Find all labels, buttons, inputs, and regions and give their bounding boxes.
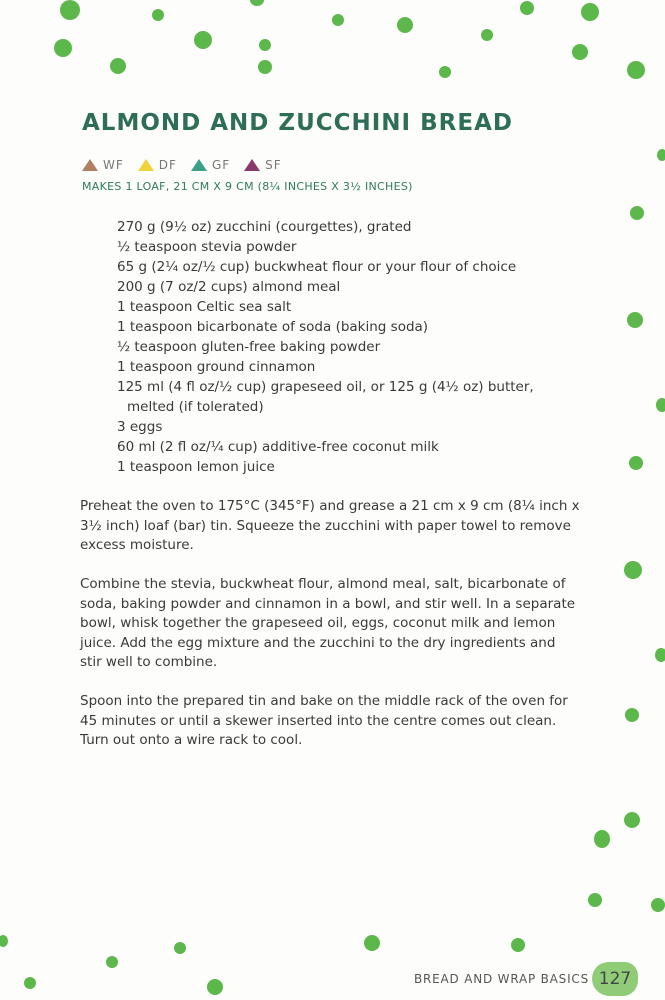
tag-label: SF	[265, 158, 282, 172]
ingredient: ½ teaspoon stevia powder	[117, 239, 297, 255]
triangle-icon	[191, 159, 207, 171]
dot	[572, 44, 588, 60]
tag-gf	[191, 158, 230, 172]
method-step: Combine the stevia, buckwheat flour, almond meal, salt, bicarbonate of soda, baking powder and cinnamon in a bowl, and stir well. In a separate bowl, whisk together the grapeseed oil, eggs, coconut milk and lemon juice. Add the egg mixture and the zucchini to the dry ingredients and stir well to combine.	[80, 576, 576, 670]
ingredient: 270 g (9½ oz) zucchini (courgettes), grated	[117, 219, 412, 235]
triangle-icon	[138, 159, 154, 171]
yield: MAKES 1 LOAF, 21 CM X 9 CM (8¼ INCHES X 3½ INCHES)	[82, 180, 413, 193]
dot	[259, 39, 271, 51]
dot	[656, 398, 665, 412]
ingredient: 65 g (2¼ oz/½ cup) buckwheat flour or your flour of choice	[117, 259, 517, 275]
dot	[332, 14, 344, 26]
tag-label: WF	[103, 158, 124, 172]
ingredient: 1 teaspoon Celtic sea salt	[117, 299, 292, 315]
dot	[520, 1, 534, 15]
dot	[106, 956, 118, 968]
dot	[439, 66, 451, 78]
dot	[581, 3, 599, 21]
dot	[152, 9, 164, 21]
dot	[657, 149, 665, 161]
dot	[588, 893, 602, 907]
dot	[481, 29, 493, 41]
dot	[630, 206, 644, 220]
triangle-icon	[82, 159, 98, 171]
dot	[258, 60, 272, 74]
ingredient: 3 eggs	[117, 419, 163, 435]
ingredients-list	[117, 217, 534, 477]
dot	[174, 942, 186, 954]
dot	[625, 708, 639, 722]
section-name: BREAD AND WRAP BASICS	[414, 972, 590, 986]
page-number: 127	[592, 962, 638, 996]
ingredient: 1 teaspoon ground cinnamon	[117, 359, 316, 375]
method-step: Preheat the oven to 175°C (345°F) and grease a 21 cm x 9 cm (8¼ inch x 3½ inch) loaf (bar) tin. Squeeze the zucchini with paper towel to remove excess moisture.	[80, 498, 580, 553]
dot	[629, 456, 643, 470]
dot	[651, 898, 665, 912]
dot	[207, 979, 223, 995]
tag-df	[138, 158, 177, 172]
dot	[54, 39, 72, 57]
dot	[0, 935, 8, 947]
dot	[110, 58, 126, 74]
dot	[624, 812, 640, 828]
dietary-tags	[82, 158, 282, 172]
ingredient: 1 teaspoon lemon juice	[117, 459, 275, 475]
dot	[594, 830, 610, 848]
ingredient-continued: melted (if tolerated)	[127, 399, 264, 415]
dot	[194, 31, 212, 49]
dot	[397, 17, 413, 33]
tag-sf	[244, 158, 282, 172]
dot	[511, 938, 525, 952]
ingredient: 125 ml (4 fl oz/½ cup) grapeseed oil, or 125 g (4½ oz) butter,	[117, 379, 534, 395]
method	[80, 497, 580, 770]
dot	[250, 0, 264, 6]
dot	[364, 935, 380, 951]
dot	[627, 312, 643, 328]
tag-wf	[82, 158, 124, 172]
ingredient: 1 teaspoon bicarbonate of soda (baking soda)	[117, 319, 429, 335]
tag-label: GF	[211, 158, 231, 172]
triangle-icon	[244, 159, 260, 171]
dot	[627, 61, 645, 79]
dot	[624, 561, 642, 579]
tag-label: DF	[158, 158, 177, 172]
dot	[655, 648, 665, 662]
dot	[24, 977, 36, 989]
dot	[60, 0, 80, 20]
ingredient: ½ teaspoon gluten-free baking powder	[117, 339, 381, 355]
ingredient: 200 g (7 oz/2 cups) almond meal	[117, 279, 341, 295]
recipe-title: ALMOND AND ZUCCHINI BREAD	[82, 110, 513, 136]
method-step: Spoon into the prepared tin and bake on the middle rack of the oven for 45 minutes or until a skewer inserted into the centre comes out clean. Turn out onto a wire rack to cool.	[80, 693, 568, 748]
ingredient: 60 ml (2 fl oz/¼ cup) additive-free coconut milk	[117, 439, 439, 455]
